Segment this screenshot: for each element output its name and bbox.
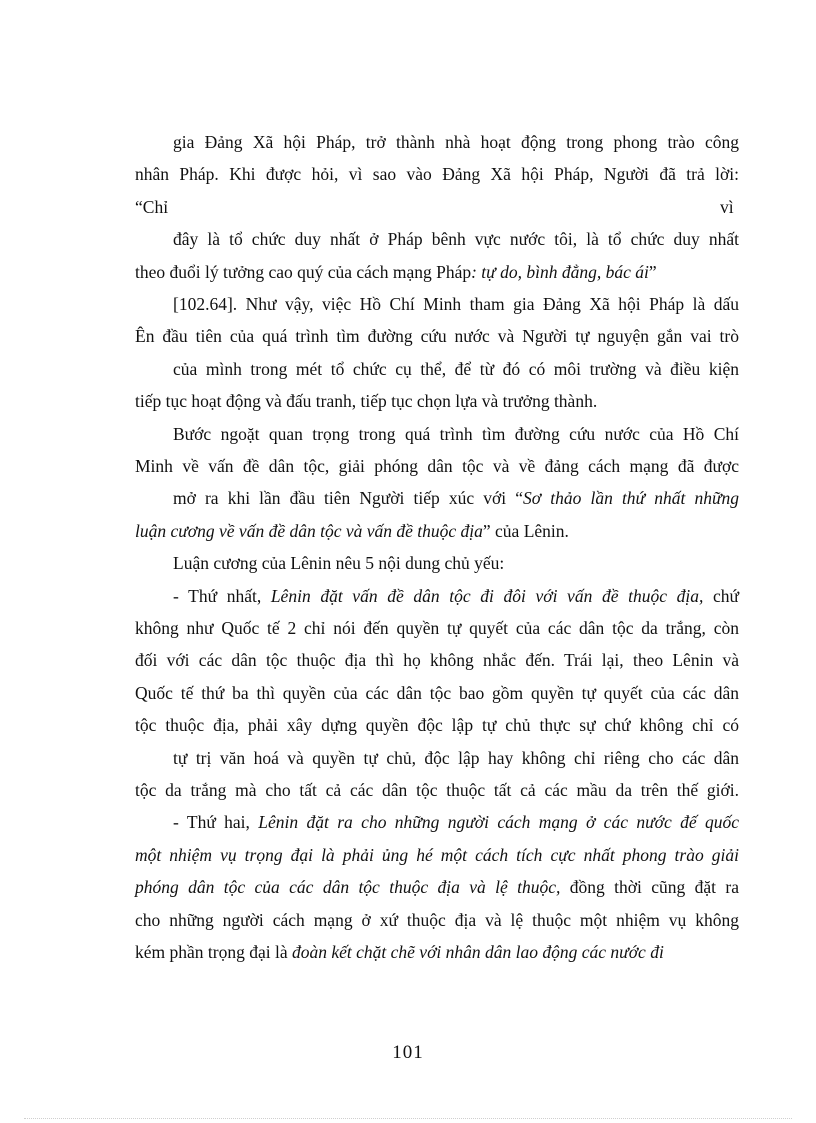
text-line: - Thứ hai, Lênin đặt ra cho những người cách mạng ở các nước đế quốc [173, 812, 739, 832]
text-line: tộc da trắng mà cho tất cả các dân tộc thuộc tất cả các mầu da trên thế giới. [135, 780, 739, 800]
text-line: vì [720, 197, 734, 217]
text-line: tiếp tục hoạt động và đấu tranh, tiếp tục chọn lựa và trưởng thành. [135, 391, 598, 411]
text-line: gia Đảng Xã hội Pháp, trở thành nhà hoạt động trong phong trào công [173, 132, 739, 152]
text-line: cho những người cách mạng ở xứ thuộc địa và lệ thuộc một nhiệm vụ không [135, 910, 739, 930]
text-line: tộc thuộc địa, phải xây dựng quyền độc lập tự chủ thực sự chứ không chỉ có [135, 715, 739, 735]
italic-text: đoàn kết chặt chẽ với nhân dân lao động các nước đi [291, 942, 664, 962]
text-line: luận cương về vấn đề dân tộc và vấn đề thuộc địa” của Lênin. [135, 521, 569, 541]
text-line: mở ra khi lần đầu tiên Người tiếp xúc với “Sơ thảo lần thứ nhất những [173, 488, 739, 508]
text-line: Quốc tế thứ ba thì quyền của các dân tộc bao gồm quyền tự quyết của các dân [135, 683, 739, 703]
text-line: Luận cương của Lênin nêu 5 nội dung chủ yếu: [173, 553, 505, 573]
text-line: đây là tổ chức duy nhất ở Pháp bênh vực nước tôi, là tổ chức duy nhất [173, 229, 739, 249]
text-line [135, 843, 739, 867]
text-line: phóng dân tộc của các dân tộc thuộc địa và lệ thuộc, đồng thời cũng đặt ra [135, 877, 739, 897]
italic-text: : tự do, bình đẳng, bác ái [471, 262, 649, 282]
text-line: - Thứ nhất, Lênin đặt vấn đề dân tộc đi đôi với vấn đề thuộc địa, chứ [173, 586, 739, 606]
text-line: không như Quốc tế 2 chỉ nói đến quyền tự quyết của các dân tộc da trắng, còn [135, 618, 739, 638]
text-line: nhân Pháp. Khi được hỏi, vì sao vào Đảng Xã hội Pháp, Người đã trả lời: [135, 164, 739, 184]
text-line: Minh về vấn đề dân tộc, giải phóng dân tộc và về đảng cách mạng đã được [135, 456, 739, 476]
text-line: kém phần trọng đại là đoàn kết chặt chẽ với nhân dân lao động các nước đi [135, 942, 664, 962]
text-line: của mình trong mét tổ chức cụ thể, để từ đó có môi trường và điều kiện [173, 359, 739, 379]
italic-text: Lênin đặt ra cho những người cách mạng ở các nước đế quốc [258, 812, 739, 832]
text-line: [102.64]. Như vậy, việc Hồ Chí Minh tham gia Đảng Xã hội Pháp là dấu [173, 294, 739, 314]
italic-text: một nhiệm vụ trọng đại là phải ủng hé một cách tích cực nhất phong trào giải [135, 845, 739, 865]
text-line: tự trị văn hoá và quyền tự chủ, độc lập hay không chỉ riêng cho các dân [173, 748, 739, 768]
italic-text: Sơ thảo lần thứ nhất những [523, 488, 739, 508]
text-line: Bước ngoặt quan trọng trong quá trình tìm đường cứu nước của Hồ Chí [173, 424, 739, 444]
italic-text: Lênin đặt vấn đề dân tộc đi đôi với vấn đề thuộc địa, [270, 586, 704, 606]
page-number: 101 [392, 1042, 424, 1063]
italic-text: luận cương về vấn đề dân tộc và vấn đề thuộc địa [135, 521, 483, 541]
text-line: đối với các dân tộc thuộc địa thì họ không nhắc đến. Trái lại, theo Lênin và [135, 650, 739, 670]
page-bottom-divider [24, 1118, 792, 1119]
text-line: Ên đầu tiên của quá trình tìm đường cứu nước và Người tự nguyện gắn vai trò [135, 326, 739, 346]
text-line: theo đuổi lý tưởng cao quý của cách mạng Pháp: tự do, bình đẳng, bác ái” [135, 262, 657, 282]
text-line: “Chỉ [135, 197, 169, 217]
italic-text: phóng dân tộc của các dân tộc thuộc địa và lệ thuộc, [135, 877, 561, 897]
